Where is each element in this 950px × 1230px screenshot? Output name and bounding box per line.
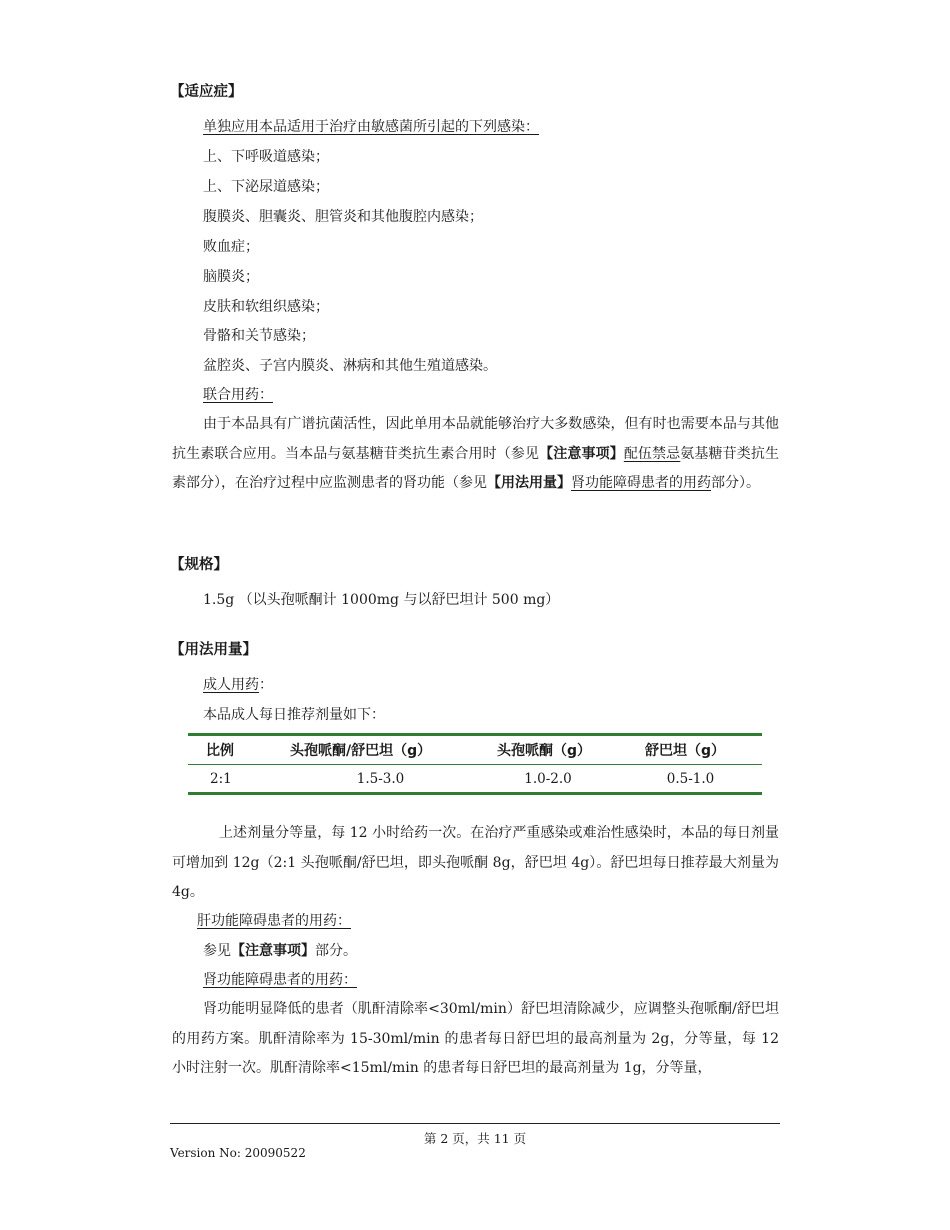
spec-heading: 【规格】 <box>170 557 228 573</box>
renal-label: 肾功能障碍患者的用药： <box>203 972 357 988</box>
indication-item: 上、下呼吸道感染； <box>203 149 329 165</box>
adult-label: 成人用药： <box>203 677 273 693</box>
table-header-cell: 头孢哌酮（g） <box>497 743 592 759</box>
indication-item: 腹膜炎、胆囊炎、胆管炎和其他腹腔内感染； <box>203 209 483 225</box>
version-number: Version No: 20090522 <box>170 1146 306 1160</box>
adult-intro: 本品成人每日推荐剂量如下： <box>203 707 385 723</box>
table-cell: 1.0-2.0 <box>524 770 572 787</box>
combo-paragraph: 由于本品具有广谱抗菌活性，因此单用本品就能够治疗大多数感染，但有时也需要本品与其他抗生素联合应用。当本品与氨基糖苷类抗生素合用时（参见【注意事项】配伍禁忌氨基糖苷类抗生素部分），在治疗过程中应监测患者的肾功能（参见【用法用量】肾功能障碍患者的用药部分）。 <box>172 416 780 491</box>
indication-item: 上、下泌尿道感染； <box>203 179 329 195</box>
indication-item: 脑膜炎； <box>203 269 259 285</box>
liver-ref: 参见【注意事项】部分。 <box>203 943 357 959</box>
table-header-cell: 舒巴坦（g） <box>645 743 726 759</box>
table-cell: 0.5-1.0 <box>666 770 715 787</box>
dosage-table <box>188 733 762 795</box>
dose-paragraph: 上述剂量分等量，每 12 小时给药一次。在治疗严重感染或难治性感染时，本品的每日剂量可增加到 12g（2:1 头孢哌酮/舒巴坦，即头孢哌酮 8g，舒巴坦 4g）。舒巴坦每日推荐最大剂量为 4g。 <box>172 825 779 900</box>
indication-item: 败血症； <box>203 239 259 255</box>
table-row <box>188 765 762 792</box>
spec-text: 1.5g （以头孢哌酮计 1000mg 与以舒巴坦计 500 mg） <box>203 592 560 608</box>
table-cell: 1.5-3.0 <box>356 770 405 787</box>
liver-label: 肝功能障碍患者的用药： <box>197 913 351 929</box>
combo-label: 联合用药： <box>203 387 273 403</box>
dosage-heading: 【用法用量】 <box>170 642 257 658</box>
indication-item: 骨骼和关节感染； <box>203 328 315 344</box>
footer-divider <box>170 1123 780 1124</box>
indication-item: 盆腔炎、子宫内膜炎、淋病和其他生殖道感染。 <box>203 358 497 374</box>
table-header-cell: 比例 <box>206 743 234 759</box>
page-number: 第 2 页，共 11 页 <box>423 1131 527 1146</box>
indications-intro: 单独应用本品适用于治疗由敏感菌所引起的下列感染： <box>203 119 539 135</box>
table-header-cell: 头孢哌酮/舒巴坦（g） <box>290 743 432 759</box>
table-header-row <box>188 736 762 764</box>
indication-item: 皮肤和软组织感染； <box>203 299 329 315</box>
table-cell: 2:1 <box>210 770 232 787</box>
renal-paragraph: 肾功能明显降低的患者（肌酐清除率<30ml/min）舒巴坦清除减少，应调整头孢哌酮/舒巴坦的用药方案。肌酐清除率为 15-30ml/min 的患者每日舒巴坦的最高剂量为 2g，分等量，每 12 小时注射一次。肌酐清除率<15ml/min 的患者每日舒巴坦的最高剂量为 1g，分等量， <box>172 1001 779 1076</box>
indications-heading: 【适应症】 <box>170 84 243 100</box>
